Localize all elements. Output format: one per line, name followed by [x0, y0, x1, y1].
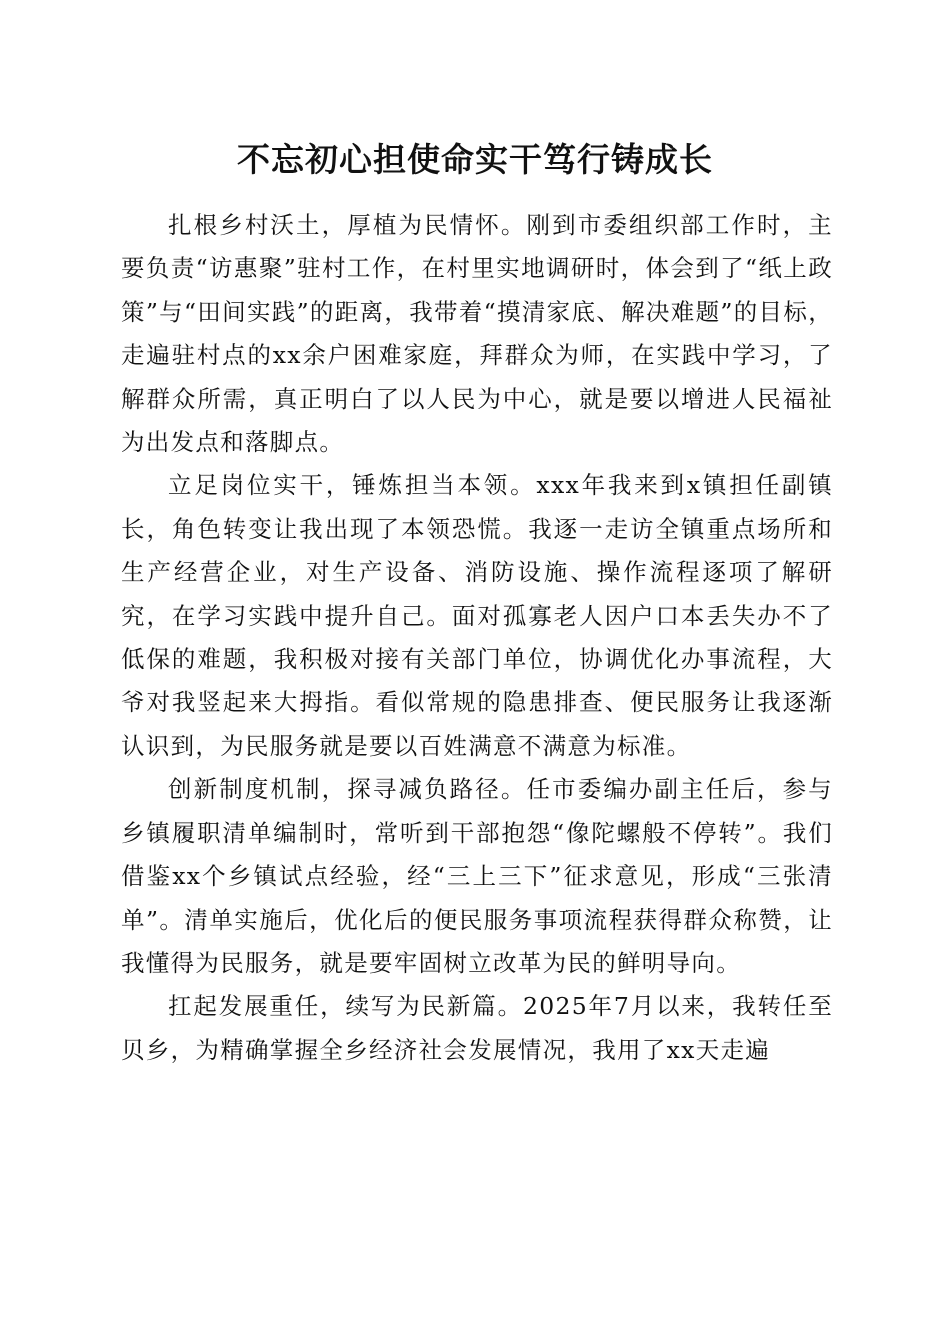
document-body [121, 204, 833, 1072]
document-title: 不忘初心担使命实干笃行铸成长 [237, 140, 713, 179]
paragraph-3: 创新制度机制，探寻减负路径。任市委编办副主任后，参与乡镇履职清单编制时，常听到干部抱怨“像陀螺般不停转”。我们借鉴xx个乡镇试点经验，经“三上三下”征求意见，形成“三张清单”。清单实施后，优化后的便民服务事项流程获得群众称赞，让我懂得为民服务，就是要牢固树立改革为民的鲜明导向。 [121, 775, 833, 977]
paragraph-2: 立足岗位实干，锤炼担当本领。xxx年我来到x镇担任副镇长，角色转变让我出现了本领恐慌。我逐一走访全镇重点场所和生产经营企业，对生产设备、消防设施、操作流程逐项了解研究，在学习实践中提升自己。面对孤寡老人因户口本丢失办不了低保的难题，我积极对接有关部门单位，协调优化办事流程，大爷对我竖起来大拇指。看似常规的隐患排查、便民服务让我逐渐认识到，为民服务就是要以百姓满意不满意为标准。 [121, 471, 833, 760]
paragraph-4: 扛起发展重任，续写为民新篇。2025年7月以来，我转任至贝乡，为精确掌握全乡经济社会发展情况，我用了xx天走遍 [121, 992, 833, 1064]
paragraph-1: 扎根乡村沃土，厚植为民情怀。刚到市委组织部工作时，主要负责“访惠聚”驻村工作，在村里实地调研时，体会到了“纸上政策”与“田间实践”的距离，我带着“摸清家底、解决难题”的目标，走遍驻村点的xx余户困难家庭，拜群众为师，在实践中学习，了解群众所需，真正明白了以人民为中心，就是要以增进人民福祉为出发点和落脚点。 [121, 211, 833, 457]
